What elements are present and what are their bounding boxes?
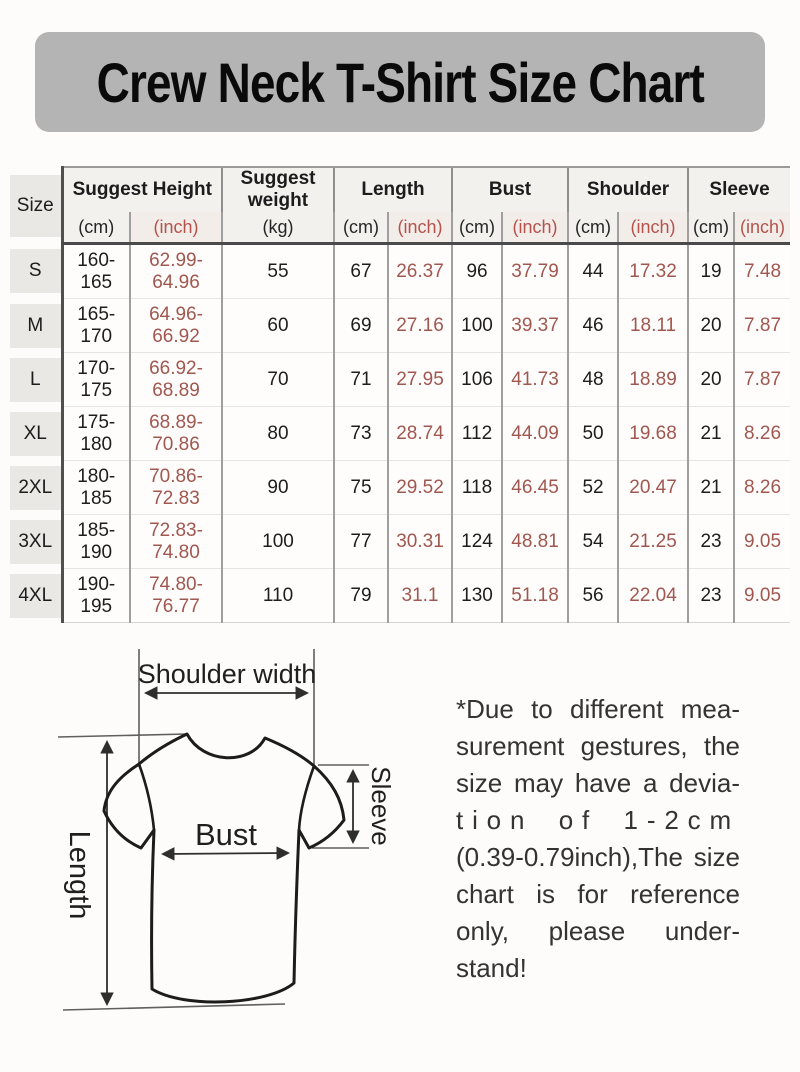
cell: 110 (222, 569, 334, 623)
table-row-xl (10, 407, 790, 461)
shoulder-width-label: Shoulder width (137, 659, 317, 689)
cell: 190-195 (62, 569, 130, 623)
cell: 22.04 (618, 569, 688, 623)
cell (10, 244, 62, 299)
tshirt-measurement-diagram (0, 631, 440, 1051)
cell: 21 (688, 407, 734, 461)
cell (10, 461, 62, 515)
cell: 69 (334, 299, 388, 353)
cell: 31.1 (388, 569, 452, 623)
cell: 9.05 (734, 515, 790, 569)
cell: 39.37 (502, 299, 568, 353)
cell: 19 (688, 244, 734, 299)
bust-label: Bust (194, 817, 258, 852)
table-row-4xl (10, 569, 790, 623)
cell: 70 (222, 353, 334, 407)
cell: 26.37 (388, 244, 452, 299)
cell: 66.92-68.89 (130, 353, 222, 407)
size-badge: 2XL (10, 466, 61, 510)
cell: 130 (452, 569, 502, 623)
cell: 71 (334, 353, 388, 407)
col-header-length: Length (334, 167, 452, 212)
table-row-2xl (10, 461, 790, 515)
cell: 54 (568, 515, 618, 569)
note-line: chart is for reference (456, 879, 740, 909)
cell: 27.16 (388, 299, 452, 353)
cell: 7.48 (734, 244, 790, 299)
size-badge: S (10, 249, 61, 293)
cell: 106 (452, 353, 502, 407)
cell: 7.87 (734, 299, 790, 353)
col-header-size (10, 167, 62, 244)
size-badge: XL (10, 412, 61, 456)
cell: 170-175 (62, 353, 130, 407)
cell: 44.09 (502, 407, 568, 461)
cell: 30.31 (388, 515, 452, 569)
cell (10, 299, 62, 353)
cell: 17.32 (618, 244, 688, 299)
cell: 28.74 (388, 407, 452, 461)
cell: 55 (222, 244, 334, 299)
sleeve-label: Sleeve (366, 766, 396, 846)
cell (10, 569, 62, 623)
unit-inch: (inch) (130, 212, 222, 244)
size-badge: M (10, 304, 61, 348)
cell: 165-170 (62, 299, 130, 353)
cell: 23 (688, 569, 734, 623)
cell: 20 (688, 353, 734, 407)
size-table (10, 166, 790, 623)
cell: 8.26 (734, 461, 790, 515)
title-bar (35, 32, 765, 132)
cell (10, 353, 62, 407)
cell: 8.26 (734, 407, 790, 461)
cell: 80 (222, 407, 334, 461)
cell: 180-185 (62, 461, 130, 515)
cell: 73 (334, 407, 388, 461)
cell: 20 (688, 299, 734, 353)
cell: 160-165 (62, 244, 130, 299)
cell: 18.89 (618, 353, 688, 407)
cell: 124 (452, 515, 502, 569)
tshirt-outline (104, 734, 344, 1002)
cell: 56 (568, 569, 618, 623)
cell: 21 (688, 461, 734, 515)
cell: 60 (222, 299, 334, 353)
unit-cm: (cm) (688, 212, 734, 244)
disclaimer-note (456, 691, 740, 987)
size-badge: 3XL (10, 520, 61, 564)
cell: 18.11 (618, 299, 688, 353)
cell: 75 (334, 461, 388, 515)
cell: 64.96-66.92 (130, 299, 222, 353)
unit-inch: (inch) (388, 212, 452, 244)
table-row-m (10, 299, 790, 353)
cell: 51.18 (502, 569, 568, 623)
unit-kg: (kg) (222, 212, 334, 244)
cell: 96 (452, 244, 502, 299)
unit-inch: (inch) (502, 212, 568, 244)
cell: 27.95 (388, 353, 452, 407)
size-badge: L (10, 358, 61, 402)
size-chart-page (0, 32, 800, 1072)
cell: 41.73 (502, 353, 568, 407)
measurement-diagram-section (0, 631, 800, 1051)
cell (10, 407, 62, 461)
size-badge: 4XL (10, 574, 61, 618)
cell: 77 (334, 515, 388, 569)
note-line: stand! (456, 953, 527, 983)
table-row-3xl (10, 515, 790, 569)
cell: 20.47 (618, 461, 688, 515)
cell: 9.05 (734, 569, 790, 623)
cell: 118 (452, 461, 502, 515)
cell: 70.86-72.83 (130, 461, 222, 515)
note-line: surement gestures, the (456, 731, 740, 761)
cell: 185-190 (62, 515, 130, 569)
cell: 21.25 (618, 515, 688, 569)
note-line: only, please under- (456, 916, 740, 946)
cell: 90 (222, 461, 334, 515)
table-row-s (10, 244, 790, 299)
cell (10, 515, 62, 569)
cell: 112 (452, 407, 502, 461)
cell: 37.79 (502, 244, 568, 299)
cell: 175-180 (62, 407, 130, 461)
cell: 44 (568, 244, 618, 299)
length-label: Length (63, 830, 95, 920)
cell: 62.99-64.96 (130, 244, 222, 299)
unit-cm: (cm) (62, 212, 130, 244)
cell: 19.68 (618, 407, 688, 461)
page-title: Crew Neck T-Shirt Size Chart (96, 50, 704, 114)
unit-cm: (cm) (334, 212, 388, 244)
table-header-units (10, 212, 790, 244)
cell: 46.45 (502, 461, 568, 515)
col-header-size-label: Size (10, 175, 61, 237)
cell: 100 (452, 299, 502, 353)
cell: 46 (568, 299, 618, 353)
unit-cm: (cm) (568, 212, 618, 244)
cell: 72.83-74.80 (130, 515, 222, 569)
col-header-sleeve: Sleeve (688, 167, 790, 212)
cell: 52 (568, 461, 618, 515)
note-line: size may have a devia- (456, 768, 740, 798)
note-line: tion of 1-2cm (456, 805, 740, 835)
cell: 67 (334, 244, 388, 299)
cell: 68.89-70.86 (130, 407, 222, 461)
col-header-shoulder: Shoulder (568, 167, 688, 212)
cell: 48.81 (502, 515, 568, 569)
note-line: *Due to different mea- (456, 694, 740, 724)
cell: 29.52 (388, 461, 452, 515)
col-header-suggest-height: Suggest Height (62, 167, 222, 212)
cell: 79 (334, 569, 388, 623)
bust-arrow (163, 853, 288, 854)
cell: 48 (568, 353, 618, 407)
cell: 7.87 (734, 353, 790, 407)
unit-inch: (inch) (734, 212, 790, 244)
table-row-l (10, 353, 790, 407)
cell: 23 (688, 515, 734, 569)
cell: 100 (222, 515, 334, 569)
cell: 50 (568, 407, 618, 461)
col-header-suggest-weight: Suggest weight (222, 167, 334, 212)
unit-cm: (cm) (452, 212, 502, 244)
cell: 74.80-76.77 (130, 569, 222, 623)
table-header-groups (10, 167, 790, 212)
unit-inch: (inch) (618, 212, 688, 244)
col-header-bust: Bust (452, 167, 568, 212)
note-line: (0.39-0.79inch),The size (456, 842, 740, 872)
